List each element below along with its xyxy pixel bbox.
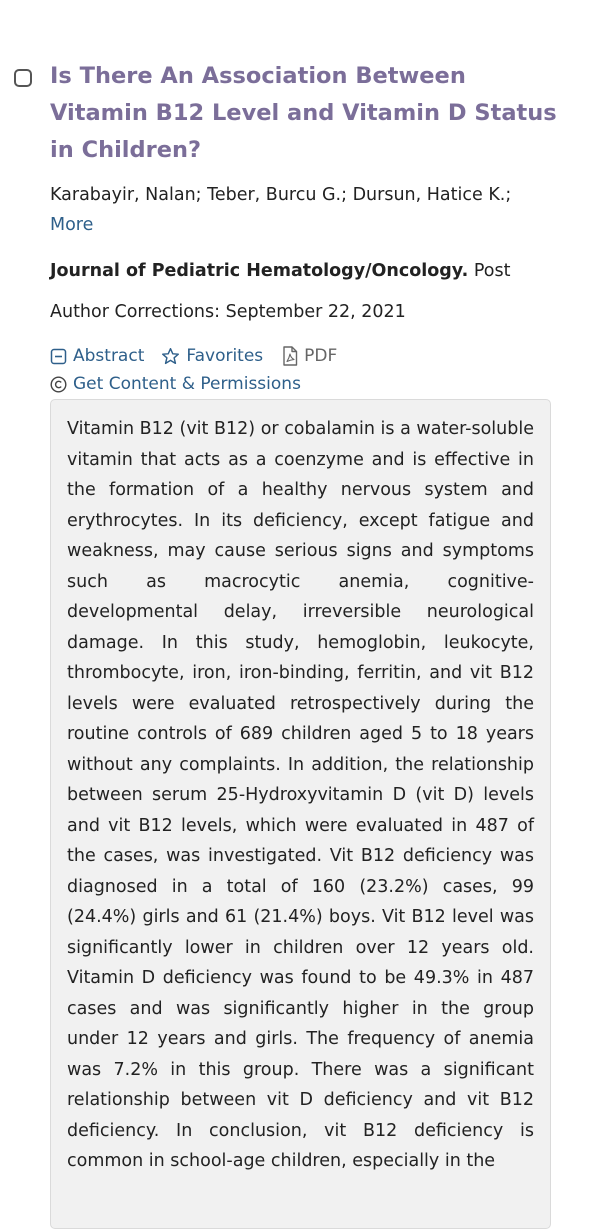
collapse-minus-icon [50, 348, 67, 365]
favorites-label: Favorites [186, 346, 264, 366]
abstract-toggle-label: Abstract [73, 346, 145, 366]
copyright-icon [50, 376, 67, 393]
permissions-row [50, 371, 301, 397]
publication-status: Post Author Corrections: September 22, 2021 [50, 261, 511, 322]
more-authors-link[interactable]: More [50, 215, 94, 235]
select-article-checkbox[interactable] [14, 69, 32, 87]
abstract-panel [50, 399, 551, 1229]
pdf-label: PDF [304, 346, 338, 366]
favorites-button[interactable] [161, 346, 263, 366]
pdf-button[interactable] [282, 346, 337, 366]
article-actions [50, 343, 337, 369]
get-content-permissions-link[interactable] [50, 374, 301, 394]
article-title[interactable]: Is There An Association Between Vitamin B12 Level and Vitamin D Status in Children? [50, 63, 557, 163]
abstract-toggle-button[interactable] [50, 346, 144, 366]
abstract-text: Vitamin B12 (vit B12) or cobalamin is a water-soluble vitamin that acts as a coenzyme and is effective in the formation of a healthy nervous system and erythrocytes. In its deficiency, except fatigue and weakness, may cause serious signs and symptoms such as macrocytic anemia, cognitive-developmental delay, irreversible neurological damage. In this study, hemoglobin, leukocyte, thrombocyte, iron, iron-binding, ferritin, and vit B12 levels were evaluated retrospectively during the routine controls of 689 children aged 5 to 18 years without any complaints. In addition, the relationship between serum 25-Hydroxyvitamin D (vit D) levels and vit B12 levels, which were evaluated in 487 of the cases, was investigated. Vit B12 deficiency was diagnosed in a total of 160 (23.2%) cases, 99 (24.4%) girls and 61 (21.4%) boys. Vit B12 level was significantly lower in children over 12 years old. Vitamin D deficiency was found to be 49.3% in 487 cases and was significantly higher in the group under 12 years and girls. The frequency of anemia was 7.2% in this group. There was a significant relationship between vit D deficiency and vit B12 deficiency. In conclusion, vit B12 deficiency is common in school-age children, especially in the [67, 419, 534, 1171]
journal-name[interactable]: Journal of Pediatric Hematology/Oncology. [50, 261, 469, 281]
permissions-label: Get Content & Permissions [73, 374, 301, 394]
authors-list: Karabayir, Nalan; Teber, Burcu G.; Dursun, Hatice K.; [50, 185, 512, 205]
pdf-icon [282, 346, 298, 366]
star-icon [161, 347, 180, 366]
journal-citation [50, 251, 560, 333]
article-authors [50, 180, 560, 240]
